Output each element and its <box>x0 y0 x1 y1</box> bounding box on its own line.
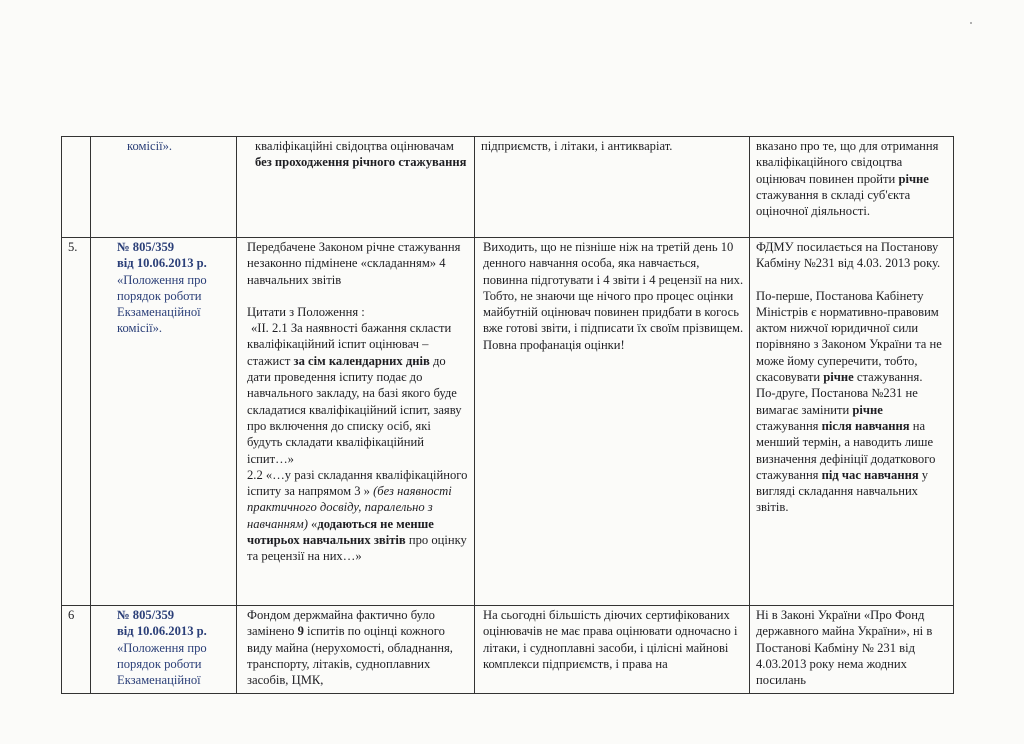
argument-cell: Ні в Законі України «Про Фонд державного майна України», ні в Постанові Кабміну № 231 від 4.03.2013 року нема жодних посилань <box>750 606 954 694</box>
document-title: «Положення про порядок роботи Екзаменаційної <box>117 640 207 688</box>
document-ref-cell <box>91 137 237 238</box>
document-title: комісії». <box>127 139 173 153</box>
document-title: «Положення про порядок роботи Екзаменаційної комісії». <box>117 272 207 336</box>
argument-bold-text: річне <box>898 171 929 186</box>
comparison-table <box>61 136 954 694</box>
argument-cell <box>750 137 954 238</box>
quote-heading: Цитати з Положення : <box>247 304 365 319</box>
document-number: № 805/359 <box>117 608 175 622</box>
document-date: від 10.06.2013 р. <box>117 624 207 639</box>
argument-text: стажування в складі суб'єкта оціночної діяльності. <box>756 187 911 219</box>
issue-paragraph: Передбачене Законом річне стажування незаконно підмінене «складанням» 4 навчальних звітів <box>247 240 461 287</box>
issue-text: кваліфікаційні свідоцтва оцінювачам <box>255 139 454 153</box>
argument-text: вказано про те, що для отримання кваліфікаційного свідоцтва оцінювач повинен пройти <box>756 139 939 186</box>
argument-cell <box>750 238 954 606</box>
row-number-cell: 5. <box>62 238 91 606</box>
consequence-paragraph: Повна профанація оцінки! <box>483 337 625 352</box>
table-row <box>62 137 954 238</box>
consequence-paragraph: Виходить, що не пізніше ніж на третій день 10 денного навчання особа, яка навчається, повинна підготувати і 4 звіти і 4 рецензії на них. <box>483 240 744 287</box>
argument-paragraph: По-перше, Постанова Кабінету Міністрів є нормативно-правовим актом нижчої юридичної сили порівняно з Законом України та не може йому суперечити, тобто, скасовувати річне стажування. <box>756 288 942 385</box>
issue-cell <box>237 238 475 606</box>
consequence-cell: На сьогодні більшість діючих сертифікованих оцінювачів не має права оцінювати одночасно і літаки, і судноплавні засоби, і цілісні майнові комплекси підприємств, і права на <box>475 606 750 694</box>
consequence-paragraph: Тобто, не знаючи ще нічого про процес оцінки майбутній оцінювач повинен придбати в когось вже готові звіти, і підписати їх своїм прізвищем. <box>483 288 744 336</box>
row-number-cell: 6 <box>62 606 91 694</box>
consequence-cell <box>475 238 750 606</box>
document-ref-cell <box>91 606 237 694</box>
table-row <box>62 238 954 606</box>
document-date: від 10.06.2013 р. <box>117 256 207 271</box>
quote-paragraph: 2.2 «…у разі складання кваліфікаційного іспиту за напрямом 3 » (без наявності практичного досвіду, паралельно з навчанням) «додаються не менше чотирьох навчальних звітів про оцінку та рецензії на них…» <box>247 467 468 564</box>
argument-paragraph: ФДМУ посилається на Постанову Кабміну №231 від 4.03. 2013 року. <box>756 240 941 271</box>
document-ref-cell <box>91 238 237 606</box>
quote-paragraph: «ІІ. 2.1 За наявності бажання скласти кваліфікаційний іспит оцінювач – стажист за сім календарних днів до дати проведення іспиту подає до навчального закладу, на базі якого буде складатися кваліфікаційний іспит, заяву про включення до списку осіб, які будуть складати кваліфікаційний іспит…» <box>247 321 462 466</box>
document-number: № 805/359 <box>117 240 175 254</box>
table-row <box>62 606 954 694</box>
consequence-cell: підприємств, і літаки, і антикваріат. <box>475 137 750 238</box>
issue-cell <box>237 137 475 238</box>
row-number-cell <box>62 137 91 238</box>
argument-paragraph: По-друге, Постанова №231 не вимагає замінити річне стажування після навчання на менший термін, а наводить лише визначення дефініції додаткового стажування під час навчання у вигляді складання навчальних звітів. <box>756 386 936 515</box>
scan-speck <box>970 22 972 24</box>
issue-bold-text: без проходження річного стажування <box>255 155 467 170</box>
issue-cell: Фондом держмайна фактично було замінено 9 іспитів по оцінці кожного виду майна (нерухомості, обладнання, транспорту, літаків, судноплавних засобів, ЦМК, <box>237 606 475 694</box>
